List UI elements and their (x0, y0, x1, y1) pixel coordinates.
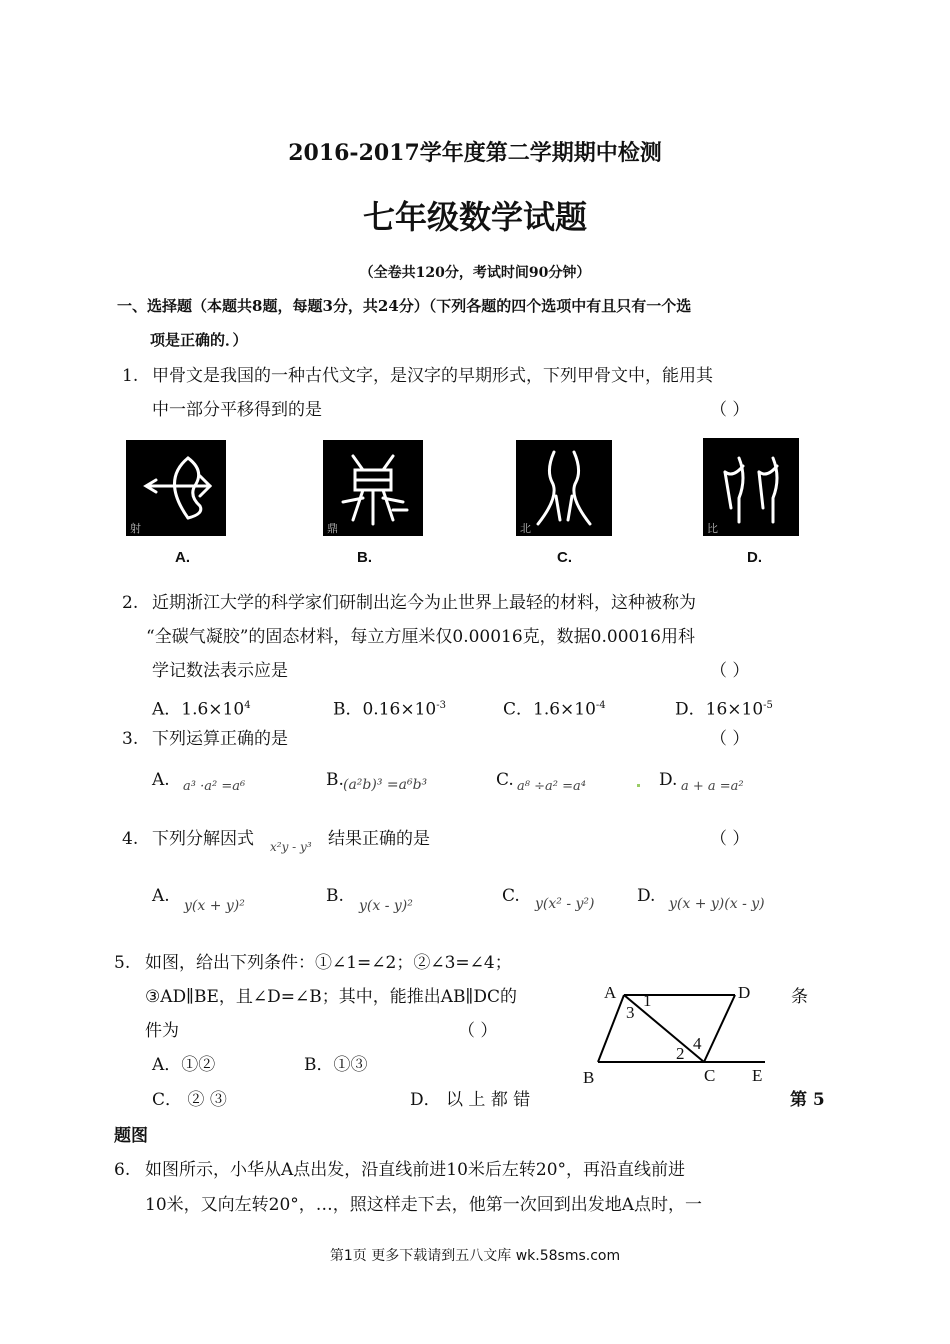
q4-option-b-label: B. (326, 886, 344, 906)
q4-option-c-label: C. (502, 886, 520, 906)
q5-stem-line1: 如图，给出下列条件：①∠1=∠2；②∠3=∠4； (145, 953, 512, 973)
angle-1-label: 1 (643, 991, 652, 1010)
q3-option-b-label: B. (326, 770, 344, 790)
oracle-image-ding (323, 440, 423, 536)
q5-stem-tail: 条 (791, 987, 808, 1007)
q1-answer-bracket: （ ） (710, 400, 750, 420)
q5-figure-caption-cont: 题图 (114, 1126, 148, 1146)
exam-subtitle: 七年级数学试题 (362, 198, 587, 236)
q4-number: 4. (122, 829, 139, 849)
q4-option-a-label: A. (152, 886, 170, 906)
q3-stem: 下列运算正确的是 (152, 729, 288, 749)
section1-heading: 一、选择题（本题共8题，每题3分，共24分）（下列各题的四个选项中有且只有一个选 (117, 297, 692, 315)
exam-title: 2016-2017学年度第二学期期中检测 (288, 140, 662, 166)
point-c-label: C (704, 1066, 716, 1085)
q5-stem-line3: 件为 (145, 1021, 179, 1041)
q3-option-a-label: A. (152, 770, 170, 790)
q5-option-c: C． ② ③ (152, 1090, 227, 1110)
oracle-image-she (126, 440, 226, 536)
q5-option-d: D． 以 上 都 错 (410, 1090, 531, 1110)
page-footer: 第1页 更多下载请到五八文库 wk.58sms.com (329, 1248, 621, 1264)
q4-stem-pre: 下列分解因式 (152, 829, 254, 849)
point-d-label: D (738, 983, 751, 1002)
q4-stem-expr: x²y - y³ (270, 840, 312, 854)
q1-option-d-label: D. (747, 549, 762, 566)
q3-option-a-expr: a³ ·a² =a⁶ (183, 779, 246, 794)
q6-number: 6. (114, 1160, 131, 1180)
q1-option-c-label: C. (557, 549, 572, 566)
q3-number: 3. (122, 729, 139, 749)
q2-answer-bracket: （ ） (710, 661, 750, 681)
q4-option-c-expr: y(x² - y²) (535, 896, 595, 912)
point-e-label: E (752, 1066, 763, 1085)
q5-answer-bracket: （ ） (458, 1021, 498, 1041)
q2-number: 2. (122, 593, 139, 613)
q2-option-d: D．$16\times 10^{-5}$ (675, 699, 773, 720)
stray-dot (637, 784, 640, 787)
oracle-caption-b: 鼎 (327, 522, 338, 535)
q1-number: 1. (122, 366, 139, 386)
oracle-caption-c: 北 (520, 522, 531, 535)
q3-option-c-expr: a⁸ ÷a² =a⁴ (517, 779, 586, 794)
point-b-label: B (583, 1068, 595, 1087)
q3-option-d-expr: a + a =a² (681, 779, 744, 794)
q2-option-a: A．$1.6\times 10^4$ (152, 699, 251, 720)
angle-4-label: 4 (693, 1034, 702, 1053)
q4-option-b-expr: y(x - y)² (359, 898, 413, 914)
q2-stem-line2: “全碳气凝胶”的固态材料，每立方厘米仅0.00016克，数据0.00016用科 (146, 627, 695, 647)
q4-option-d-expr: y(x + y)(x - y) (669, 896, 765, 912)
exam-note: （全卷共120分，考试时间90分钟） (359, 265, 591, 281)
q2-stem-line3: 学记数法表示应是 (152, 661, 288, 681)
angle-3-label: 3 (626, 1003, 635, 1022)
q2-stem-line1: 近期浙江大学的科学家们研制出迄今为止世界上最轻的材料，这种被称为 (152, 593, 696, 613)
q2-option-c: C．$1.6\times 10^{-4}$ (503, 699, 606, 720)
q5-figure-caption: 第 5 (790, 1090, 825, 1110)
q3-option-d-label: D. (659, 770, 678, 790)
q1-stem-line2: 中一部分平移得到的是 (152, 400, 322, 420)
q2-option-b: B．$0.16\times 10^{-3}$ (333, 699, 446, 720)
oracle-caption-a: 射 (130, 522, 141, 535)
q3-option-c-label: C. (496, 770, 514, 790)
q5-option-b: B．①③ (304, 1055, 368, 1075)
q5-number: 5. (114, 953, 131, 973)
q5-stem-line2: ③AD∥BE，且∠D=∠B；其中，能推出AB∥DC的 (145, 987, 518, 1007)
q3-answer-bracket: （ ） (710, 729, 750, 749)
q4-answer-bracket: （ ） (710, 829, 750, 849)
section1-heading-cont: 项是正确的．） (150, 331, 248, 349)
q4-option-d-label: D. (637, 886, 656, 906)
q6-stem-line1: 如图所示，小华从A点出发，沿直线前进10米后左转20°，再沿直线前进 (145, 1160, 686, 1180)
angle-2-label: 2 (676, 1044, 685, 1063)
oracle-caption-d: 比 (707, 522, 718, 535)
q1-option-a-label: A. (175, 549, 190, 566)
q1-option-b-label: B. (357, 549, 372, 566)
q4-stem-post: 结果正确的是 (328, 829, 430, 849)
q3-option-b-expr: (a²b)³ =a⁶b³ (343, 777, 428, 793)
point-a-label: A (604, 983, 617, 1002)
q1-stem-line1: 甲骨文是我国的一种古代文字，是汉字的早期形式，下列甲骨文中，能用其 (152, 366, 713, 386)
q6-stem-line2: 10米，又向左转20°，…，照这样走下去，他第一次回到出发地A点时，一 (145, 1195, 703, 1215)
q4-option-a-expr: y(x + y)² (184, 898, 245, 914)
q5-option-a: A．①② (152, 1055, 216, 1075)
